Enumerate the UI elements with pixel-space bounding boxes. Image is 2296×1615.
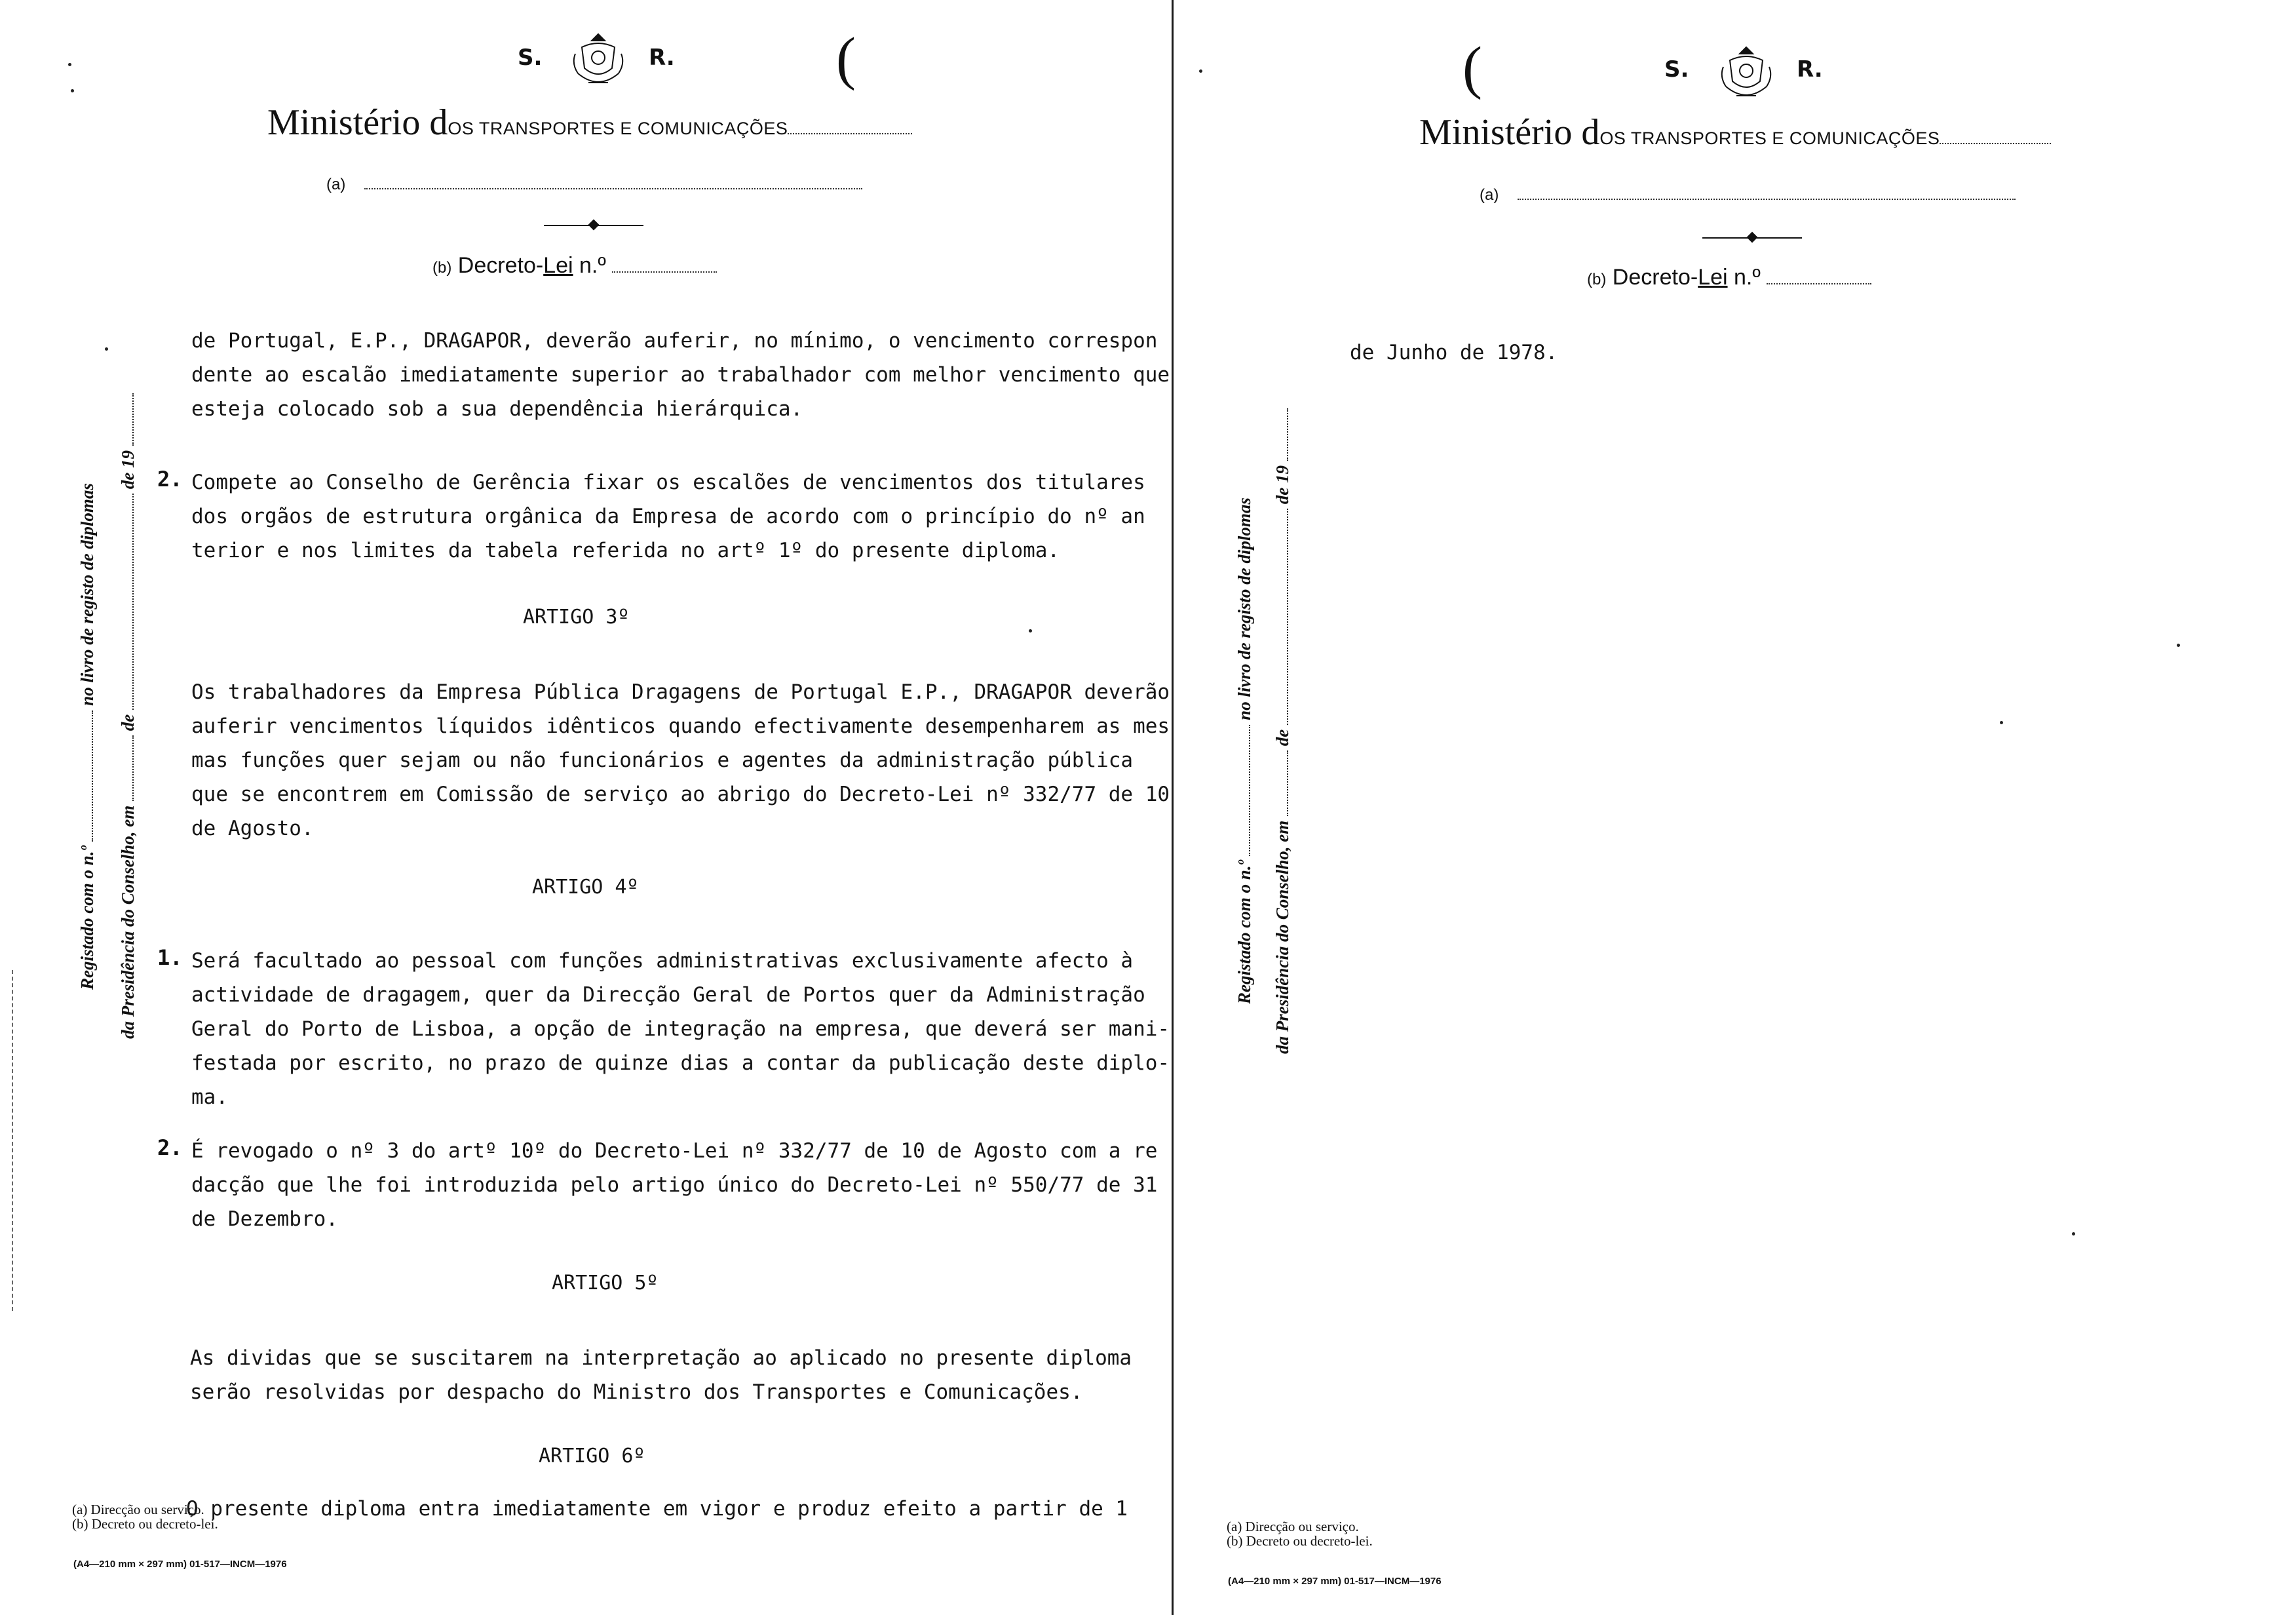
date-line: de Junho de 1978. (1350, 341, 1558, 364)
artigo-6-heading: ARTIGO 6º (539, 1445, 645, 1468)
ministry-label: Ministério d (1419, 112, 1600, 153)
right-page (1174, 0, 2296, 1615)
decreto-lei: Lei (1698, 265, 1728, 290)
text-line: de Agosto. (191, 817, 314, 840)
text-line: dos orgãos de estrutura orgânica da Empresa de acordo com o princípio do nº an (191, 505, 1145, 528)
speck (2000, 721, 2003, 724)
speck (1029, 629, 1032, 632)
decreto-lei: Lei (543, 253, 573, 278)
coat-of-arms-icon (569, 28, 628, 93)
ministry-line (267, 102, 912, 144)
text-line: Os trabalhadores da Empresa Pública Dragagens de Portugal E.P., DRAGAPOR deverão (191, 680, 1170, 704)
decreto-numero: n.º (579, 253, 606, 278)
text-line: Geral do Porto de Lisboa, a opção de integração na empresa, que deverá ser mani- (191, 1017, 1170, 1041)
footnotes (1227, 1519, 1373, 1548)
text-line: ma. (191, 1085, 228, 1109)
margin-line1-blank (1234, 725, 1250, 856)
decreto-label: Decreto- (457, 253, 544, 278)
margin-registry-line-1 (1234, 497, 1255, 1004)
footnotes (72, 1502, 218, 1531)
artigo-3-heading: ARTIGO 3º (523, 606, 630, 629)
footnote-a: (a) Direcção ou serviço. (72, 1502, 204, 1517)
decreto-dotline (612, 271, 717, 273)
ornament-divider (1702, 237, 1802, 239)
margin-line2-blank-3 (118, 393, 134, 446)
print-code: (A4—210 mm × 297 mm) 01-517—INCM—1976 (1228, 1576, 1442, 1587)
field-a-label: (a) (1480, 186, 1499, 204)
margin-line2-blank-2 (1272, 509, 1288, 725)
margin-line2-mid: de (118, 714, 138, 731)
decreto-line (1587, 265, 1871, 290)
margin-line1-post: no livro de registo de diplomas (77, 483, 97, 706)
artigo-4-heading: ARTIGO 4º (532, 876, 639, 899)
intro-paragraph (191, 324, 1170, 426)
field-a-row (326, 176, 862, 194)
header-r: R. (1797, 56, 1823, 83)
item-4-1-number: 1. (157, 945, 183, 970)
text-line: mas funções quer sejam ou não funcionários e agentes da administração pública (191, 749, 1134, 772)
ministry-dotline (1940, 143, 2051, 144)
speck (68, 63, 71, 66)
speck (2072, 1232, 2075, 1236)
speck (71, 89, 74, 92)
artigo-4-item-2 (191, 1134, 1157, 1236)
field-a-dotline (364, 188, 862, 189)
field-b-label: (b) (1587, 271, 1607, 288)
footnote-a: (a) Direcção ou serviço. (1227, 1519, 1359, 1534)
margin-line2-pre: da Presidência do Conselho, em (118, 805, 138, 1039)
text-line: de Dezembro. (191, 1207, 338, 1231)
margin-line1-pre: Registado com o n.º (77, 846, 97, 990)
margin-line1-post: no livro de registo de diplomas (1234, 497, 1254, 720)
field-a-row (1480, 186, 2016, 204)
artigo-6-paragraph: O presente diploma entra imediatamente em vigor e produz efeito a partir de 1 (186, 1497, 1128, 1521)
text-line: actividade de dragagem, quer da Direcção Geral de Portos quer da Administração (191, 983, 1145, 1007)
field-b-label: (b) (432, 259, 452, 277)
text-line: As dividas que se suscitarem na interpretação ao aplicado no presente diploma (190, 1346, 1132, 1370)
ministry-line (1419, 111, 2051, 153)
margin-line2-post: de 19 (1272, 465, 1292, 505)
speck (1199, 69, 1202, 73)
text-line: É revogado o nº 3 do artº 10º do Decreto-Lei nº 332/77 de 10 de Agosto com a re (191, 1139, 1158, 1163)
text-line: dacção que lhe foi introduzida pelo artigo único do Decreto-Lei nº 550/77 de 31 (191, 1173, 1158, 1197)
text-line: de Portugal, E.P., DRAGAPOR, deverão auferir, no mínimo, o vencimento correspon (191, 329, 1158, 353)
paper-mark: ( (1463, 35, 1482, 100)
margin-line2-mid: de (1272, 729, 1292, 747)
margin-line1-blank (77, 710, 93, 842)
decreto-dotline (1767, 283, 1871, 284)
margin-line2-blank-3 (1272, 408, 1288, 461)
decreto-numero: n.º (1734, 265, 1761, 290)
ministry-dotline (788, 133, 912, 134)
margin-line2-post: de 19 (118, 450, 138, 490)
speck (2177, 644, 2180, 647)
text-line: dente ao escalão imediatamente superior ao trabalhador com melhor vencimento que (191, 363, 1170, 387)
margin-line2-blank-1 (1272, 750, 1288, 816)
item-4-2-number: 2. (157, 1135, 183, 1160)
artigo-3-paragraph (191, 675, 1170, 846)
margin-registry-line-2 (118, 393, 138, 1039)
field-a-label: (a) (326, 176, 346, 193)
margin-registry-line-1 (77, 483, 98, 990)
margin-line2-pre: da Presidência do Conselho, em (1272, 820, 1292, 1054)
header-r: R. (649, 45, 675, 71)
coat-of-arms-icon (1717, 41, 1776, 106)
margin-registry-line-2 (1272, 408, 1293, 1054)
footnote-b: (b) Decreto ou decreto-lei. (1227, 1533, 1373, 1549)
decreto-line (432, 253, 717, 279)
text-line: auferir vencimentos líquidos idênticos quando efectivamente desempenharem as mes (191, 714, 1170, 738)
item-2-number: 2. (157, 467, 183, 492)
margin-line2-blank-2 (118, 494, 134, 710)
field-a-dotline (1518, 199, 2016, 200)
speck (105, 347, 108, 351)
ministry-name: OS TRANSPORTES E COMUNICAÇÕES (448, 119, 788, 138)
margin-line1-pre: Registado com o n.º (1234, 860, 1254, 1004)
item-2-paragraph (191, 465, 1145, 568)
artigo-5-heading: ARTIGO 5º (552, 1272, 659, 1294)
ornament-divider (544, 225, 643, 226)
text-line: terior e nos limites da tabela referida no artº 1º do presente diploma. (191, 539, 1060, 562)
header-s: S. (518, 45, 543, 71)
text-line: Será facultado ao pessoal com funções administrativas exclusivamente afecto à (191, 949, 1134, 973)
decreto-label: Decreto- (1612, 265, 1698, 290)
text-line: esteja colocado sob a sua dependência hierárquica. (191, 397, 803, 421)
artigo-5-paragraph (190, 1341, 1132, 1409)
print-code: (A4—210 mm × 297 mm) 01-517—INCM—1976 (73, 1559, 287, 1570)
header-s: S. (1664, 56, 1689, 83)
ministry-name: OS TRANSPORTES E COMUNICAÇÕES (1599, 128, 1940, 148)
text-line: festada por escrito, no prazo de quinze dias a contar da publicação deste diplo- (191, 1051, 1170, 1075)
margin-line2-blank-1 (118, 735, 134, 801)
ministry-label: Ministério d (267, 102, 448, 143)
artigo-4-item-1 (191, 944, 1170, 1114)
footnote-b: (b) Decreto ou decreto-lei. (72, 1516, 218, 1532)
text-line: Compete ao Conselho de Gerência fixar os escalões de vencimentos dos titulares (191, 471, 1145, 494)
paper-mark: ( (836, 26, 856, 91)
text-line: serão resolvidas por despacho do Ministro dos Transportes e Comunicações. (190, 1380, 1083, 1404)
text-line: que se encontrem em Comissão de serviço ao abrigo do Decreto-Lei nº 332/77 de 10 (191, 783, 1170, 806)
